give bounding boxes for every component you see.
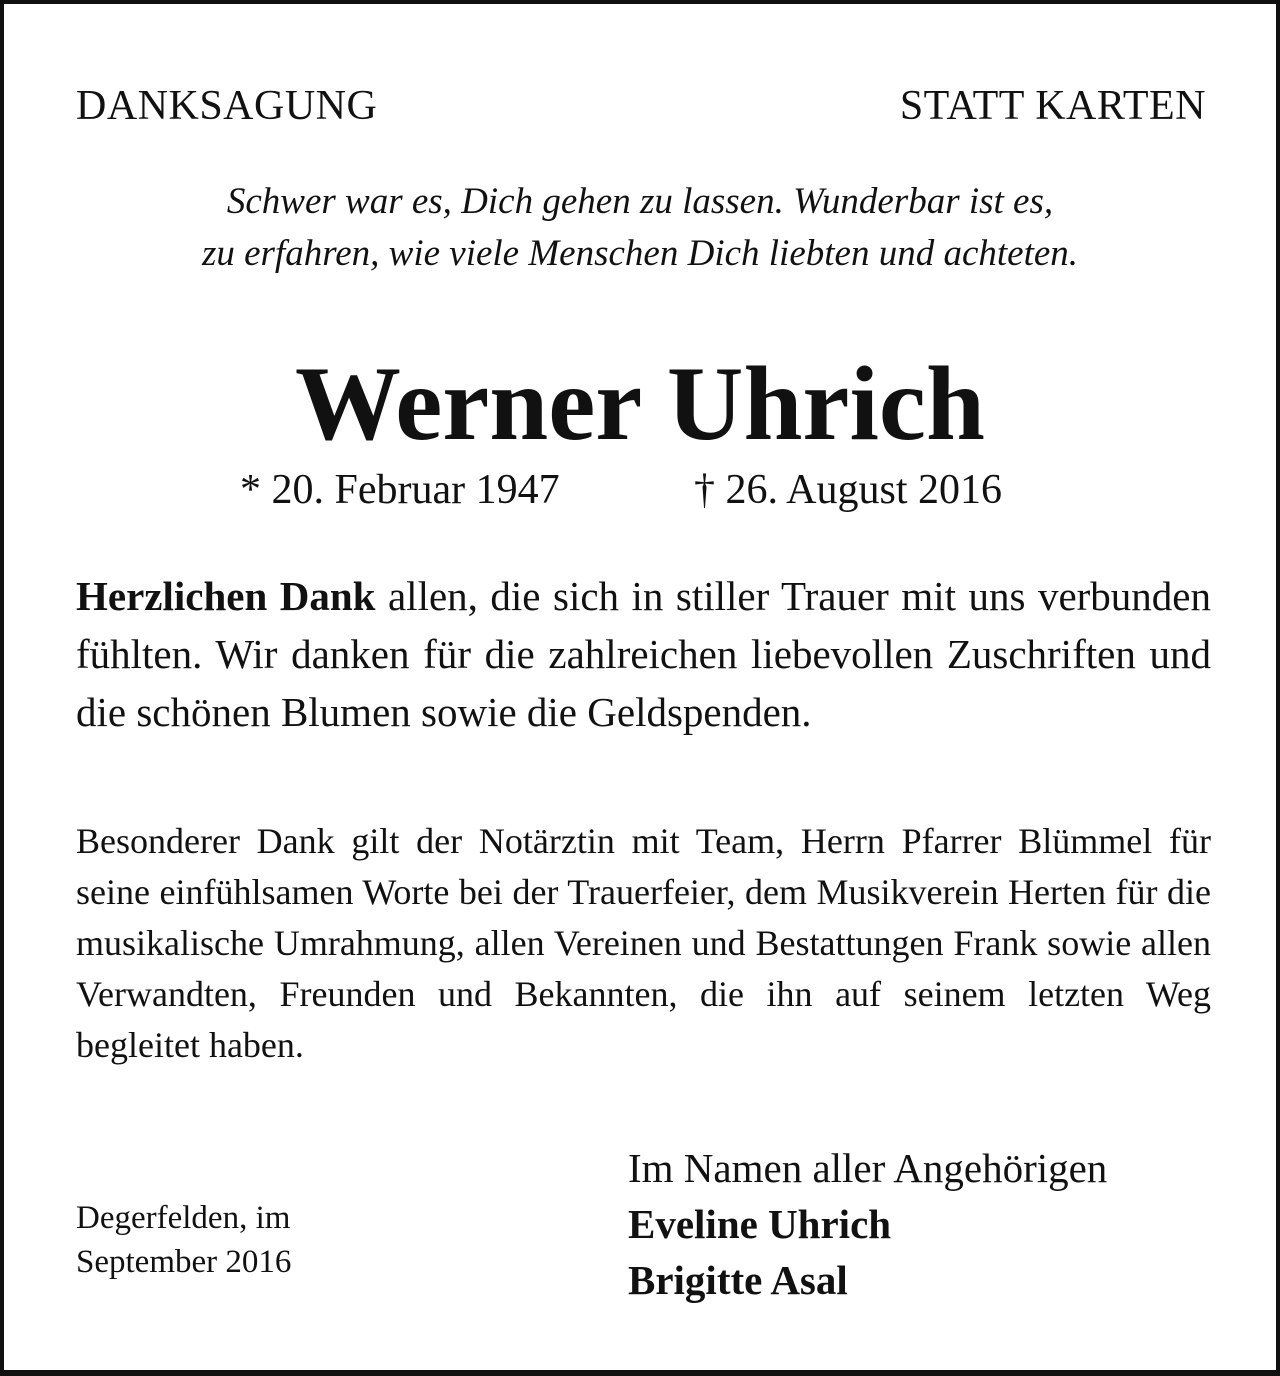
header-statt-karten: STATT KARTEN (899, 83, 1206, 129)
signoff-intro: Im Namen aller Angehörigen (628, 1145, 1108, 1191)
place-line: Degerfelden, im (76, 1200, 291, 1236)
signoff-block (628, 1140, 1107, 1308)
header-danksagung: DANKSAGUNG (76, 83, 378, 129)
date-line: September 2016 (76, 1244, 292, 1280)
motto-line-1: Schwer war es, Dich gehen zu lassen. Wunderbar ist es, (226, 181, 1054, 222)
special-thanks-paragraph: Besonderer Dank gilt der Notärztin mit Team, Herrn Pfarrer Blümmel für seine einfühlsamen Worte bei der Trauerfeier, dem Musikverein Herten für die musikalische Umrahmung, allen Vereinen und Bestattungen Frank sowie allen Verwandten, Freunden und Bekannten, die ihn auf seinem letzten Weg begleitet haben. (76, 821, 1211, 1065)
thanks-lead: Herzlichen Dank (76, 573, 376, 619)
birth-date: * 20. Februar 1947 (240, 467, 560, 513)
motto-line-2: zu erfahren, wie viele Menschen Dich liebten und achteten. (201, 233, 1079, 274)
motto-quote (4, 176, 1276, 280)
thanks-text: allen, die sich in stiller Trauer mit uns verbunden fühlten. Wir danken für die zahlreichen liebevollen Zuschriften und die schönen Blumen sowie die Geldspenden. (76, 573, 1211, 735)
signer-name: Eveline Uhrich (628, 1201, 892, 1247)
place-and-date (76, 1196, 291, 1284)
deceased-name: Werner Uhrich (295, 345, 985, 462)
signer-name: Brigitte Asal (628, 1257, 848, 1303)
thanks-paragraph (76, 567, 1211, 741)
death-date: † 26. August 2016 (694, 467, 1003, 513)
